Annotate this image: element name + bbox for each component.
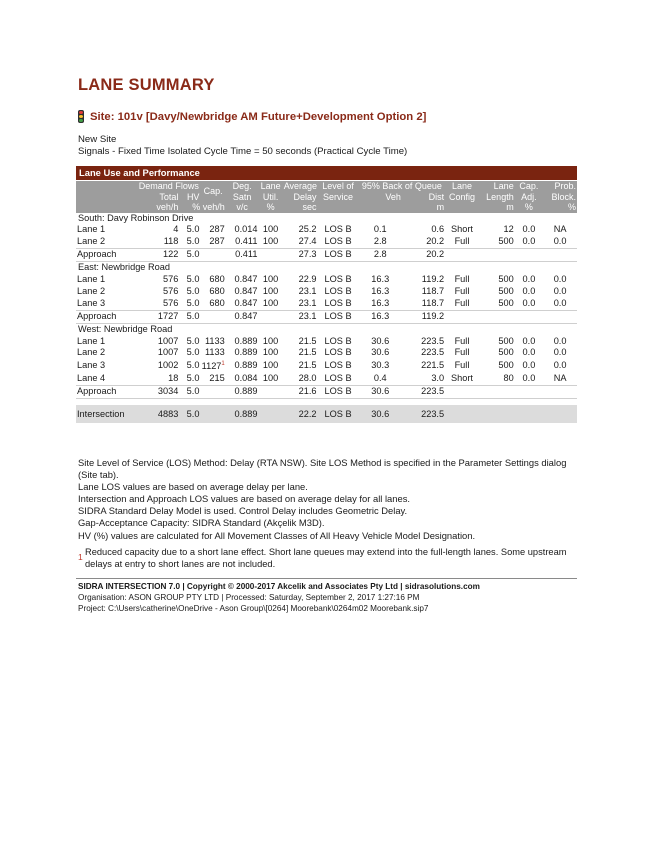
cell-total: 1007 [157,347,179,358]
cell-total: 118 [163,236,179,247]
header-row-units [76,202,577,213]
table-row [76,236,577,248]
table-cell [515,405,543,423]
note-line: Site Level of Service (LOS) Method: Delay (RTA NSW). Site LOS Method is specified in the Parameter Settings dialog (Site tab). [78,457,567,481]
cell-total: 4883 [137,405,179,423]
cell-deg: 0.411 [235,236,258,247]
cell-dist: 221.5 [421,360,445,371]
cell-adj: 0.0 [522,347,536,358]
intersection-row [76,405,577,423]
cell-block: 0.0 [553,360,567,371]
approach-row [76,249,577,262]
cell-hv: 5.0 [186,224,200,235]
cell-lane: Lane 3 [77,360,106,371]
cell-block: 0.0 [553,274,567,285]
cell-deg: 0.889 [226,405,259,423]
cell-delay: 22.2 [283,405,318,423]
cell-total: 18 [168,373,179,384]
cell-adj: 0.0 [522,373,536,384]
cell-veh: 30.6 [359,386,402,399]
cell-lane: Lane 2 [77,285,106,296]
footnote-number: 1 [78,552,83,562]
table-cell [445,249,479,262]
cell-cap: 1133 [205,335,225,346]
cell-total: 1007 [157,335,179,346]
table-cell [445,405,479,423]
cell-dist: 118.7 [421,297,445,308]
cell-cap: 287 [209,236,225,247]
cell-delay: 28.0 [298,373,317,384]
footer-divider [76,578,577,579]
cell-config: Full [454,360,470,371]
header-lane-config: Lane [445,181,479,192]
cell-delay: 21.5 [298,347,317,358]
unit-pct3: % [543,202,577,213]
cell-delay: 21.6 [283,386,318,399]
cell-deg: 0.411 [226,249,259,262]
approach-name: West: Newbridge Road [78,323,173,334]
header-lane: Lane [258,181,282,192]
header-back-of-queue: 95% Back of Queue [359,181,445,192]
cell-los: LOS B [324,360,352,371]
cell-adj: 0.0 [522,335,536,346]
unit-m: m [402,202,445,213]
cell-veh: 16.3 [371,297,390,308]
cell-length: 80 [503,373,514,384]
cell-hv: 5.0 [186,274,200,285]
cell-los: LOS B [324,335,352,346]
table-cell [445,310,479,323]
cell-deg: 0.847 [234,285,258,296]
footnote-text: Reduced capacity due to a short lane effect. Short lane queues may extend into the full-length lanes. Some upstream delays at entry to short lanes are not included. [85,547,567,569]
header-row-top [76,181,577,192]
cell-veh: 16.3 [371,274,390,285]
cell-config: Full [454,347,470,358]
cell-adj: 0.0 [522,236,536,247]
cell-dist: 20.2 [426,236,445,247]
unit-sec: sec [283,202,318,213]
cell-veh: 0.1 [373,224,387,235]
cell-util: 100 [262,285,279,296]
cell-length: 500 [498,335,514,346]
table-cell [479,249,515,262]
cell-total: 1002 [157,360,179,371]
table-cell [258,386,282,399]
header-cap: Cap. [200,181,225,202]
unit-pct-vehh: % veh/h [179,202,225,213]
table-cell [479,405,515,423]
cell-dist: 119.2 [421,274,445,285]
cell-length: 500 [498,285,514,296]
note-line: Lane LOS values are based on average delay per lane. [78,481,308,493]
traffic-signal-icon [78,110,84,123]
cell-config: Short [450,373,473,384]
table-cell [543,310,577,323]
cell-lane: Lane 4 [77,373,106,384]
footer-organisation: Organisation: ASON GROUP PTY LTD | Processed: Saturday, September 2, 2017 1:27:16 PM [78,593,420,602]
lane-table-body [76,213,577,424]
cell-lane: Lane 1 [77,224,106,235]
cell-block: 0.0 [553,347,567,358]
cell-total: 576 [163,285,179,296]
cell-los: LOS B [318,405,359,423]
note-line: SIDRA Standard Delay Model is used. Control Delay includes Geometric Delay. [78,505,408,517]
table-cell [258,310,282,323]
cell-los: LOS B [318,386,359,399]
cell-cap [200,359,225,373]
cell-los: LOS B [324,224,352,235]
cell-block: 0.0 [553,335,567,346]
cell-util: 100 [262,297,279,308]
header-row-mid [76,192,577,203]
table-cell [543,386,577,399]
unit-pct2: % [515,202,543,213]
cell-dist: 119.2 [402,310,445,323]
header-dist: Dist [402,192,445,203]
table-cell [479,310,515,323]
cell-total: 576 [163,274,179,285]
cell-deg: 0.014 [234,224,258,235]
table-cell [200,386,225,399]
cell-veh: 30.6 [371,335,390,346]
cell-dist: 118.7 [421,285,445,296]
cell-delay: 25.2 [298,224,317,235]
cell-block: NA [553,373,567,384]
cell-config: Full [454,236,470,247]
cell-deg: 0.889 [226,386,259,399]
cell-label: Approach [76,249,137,262]
cell-hv: 5.0 [179,405,200,423]
header-average: Average [283,181,318,191]
cell-label: Approach [76,386,137,399]
table-row [76,373,577,385]
table-cell [200,405,225,423]
cell-deg: 0.889 [234,335,258,346]
cell-hv: 5.0 [186,347,200,358]
cell-total: 576 [163,297,179,308]
cell-cap: 1133 [205,347,225,358]
cell-adj: 0.0 [522,274,536,285]
footer-copyright: SIDRA INTERSECTION 7.0 | Copyright © 2000-2017 Akcelik and Associates Pty Ltd | sidrasolutions.com [78,582,480,591]
cell-los: LOS B [324,297,352,308]
cell-delay: 21.5 [298,335,317,346]
cell-los: LOS B [324,347,352,358]
header-prob: Prob. [543,181,577,192]
header-satn: Satn [226,192,259,203]
cell-util: 100 [262,347,279,358]
cell-veh: 0.4 [373,373,387,384]
cell-total: 4 [173,224,179,235]
cell-length: 500 [498,347,514,358]
cell-config: Full [454,297,470,308]
cap-value: 1127 [201,361,222,372]
table-cell [479,386,515,399]
cell-cap: 680 [209,297,225,308]
cell-hv: 5.0 [186,297,200,308]
header-util: Util. [258,192,282,203]
cell-hv: 5.0 [179,249,200,262]
cell-util: 100 [262,236,279,247]
cell-config: Full [454,335,470,346]
site-subtitle: New Site [78,134,117,145]
header-adj: Adj. [515,192,543,203]
cell-config: Full [454,274,470,285]
cell-delay: 23.1 [298,285,317,296]
cell-delay: 22.9 [298,274,317,285]
lane-performance-table [76,181,577,423]
cell-dist: 223.5 [402,386,445,399]
header-block: Block. [543,192,577,203]
table-cell [200,310,225,323]
cell-deg: 0.847 [234,297,258,308]
table-cell [543,405,577,423]
signals-description: Signals - Fixed Time Isolated Cycle Time = 50 seconds (Practical Cycle Time) [78,146,408,157]
cell-veh: 30.3 [371,360,390,371]
approach-group-row [76,262,577,274]
table-row [76,359,577,373]
cell-los: LOS B [324,236,352,247]
approach-group-row [76,213,577,225]
cell-lane: Lane 3 [77,297,106,308]
cell-hv: 5.0 [186,360,200,371]
cell-dist: 20.2 [402,249,445,262]
cell-dist: 223.5 [421,347,445,358]
table-cell [515,386,543,399]
table-cell [258,249,282,262]
note-line: HV (%) values are calculated for All Movement Classes of All Heavy Vehicle Model Designation. [78,529,476,541]
footnote-marker: 1 [221,361,225,368]
site-title: Site: 101v [Davy/Newbridge AM Future+Development Option 2] [90,110,427,123]
footnote [78,547,578,570]
cell-length: 500 [498,274,514,285]
header-config: Config [445,192,479,203]
cell-block: 0.0 [553,236,567,247]
header-veh: Veh [359,192,402,203]
cell-hv: 5.0 [186,335,200,346]
table-row [76,347,577,359]
cell-los: LOS B [324,373,352,384]
cell-config: Full [454,285,470,296]
header-length: Length [479,192,515,203]
cell-veh: 30.6 [359,405,402,423]
unit-pct: % [258,202,282,213]
cell-hv: 5.0 [186,236,200,247]
note-line: Gap-Acceptance Capacity: SIDRA Standard (Akçelik M3D). [78,517,325,529]
page-title: LANE SUMMARY [78,76,215,94]
cell-veh: 16.3 [359,310,402,323]
cell-lane: Lane 2 [77,347,106,358]
cell-los: LOS B [324,285,352,296]
footer-project: Project: C:\Users\catherine\OneDrive - Ason Group\[0264] Moorebank\0264m02 Moorebank.sip7 [78,604,429,613]
cell-delay: 27.4 [298,236,317,247]
cell-delay: 23.1 [298,297,317,308]
cell-adj: 0.0 [522,224,536,235]
cell-block: 0.0 [553,297,567,308]
approach-group-row [76,323,577,335]
cell-adj: 0.0 [522,297,536,308]
cell-util: 100 [262,274,279,285]
table-row [76,336,577,348]
table-cell [258,405,282,423]
cell-deg: 0.889 [234,360,258,371]
cell-los: LOS B [324,274,352,285]
cell-cap: 287 [209,224,225,235]
table-cell [200,249,225,262]
cell-lane: Lane 1 [77,335,106,346]
cell-deg: 0.847 [234,274,258,285]
cell-hv: 5.0 [186,373,200,384]
header-hv: HV [179,192,200,203]
note-line: Intersection and Approach LOS values are based on average delay for all lanes. [78,493,410,505]
cell-total: 122 [137,249,179,262]
cell-util: 100 [262,335,279,346]
table-row [76,298,577,310]
unit-m2: m [479,202,515,213]
header-total: Total [137,192,179,203]
table-cell [543,249,577,262]
cell-config: Short [450,224,473,235]
cell-util: 100 [262,224,279,235]
cell-veh: 2.8 [373,236,387,247]
cell-delay: 21.5 [298,360,317,371]
table-cell [515,310,543,323]
header-level-of: Level of [318,181,359,192]
header-cap-adj: Cap. [515,181,543,192]
cell-length: 500 [498,236,514,247]
cell-dist: 0.6 [431,224,445,235]
table-row [76,224,577,236]
cell-veh: 16.3 [371,285,390,296]
table-row [76,274,577,286]
cell-adj: 0.0 [522,285,536,296]
cell-dist: 223.5 [402,405,445,423]
cell-hv: 5.0 [179,386,200,399]
cell-label: Intersection [76,405,137,423]
table-cell [515,249,543,262]
approach-name: East: Newbridge Road [78,262,170,273]
section-title: Lane Use and Performance [76,166,577,180]
table-cell [445,386,479,399]
header-demand-flows: Demand Flows [138,181,199,191]
cell-hv: 5.0 [179,310,200,323]
cell-cap: 680 [209,274,225,285]
cell-dist: 223.5 [421,335,445,346]
site-header [78,110,426,123]
cell-los: LOS B [318,249,359,262]
cell-deg: 0.889 [234,347,258,358]
cell-delay: 27.3 [283,249,318,262]
cell-total: 3034 [137,386,179,399]
method-notes [78,457,578,542]
cell-veh: 30.6 [371,347,390,358]
header-lane-length: Lane [479,181,515,192]
cell-dist: 3.0 [431,373,445,384]
approach-row [76,310,577,323]
cell-util: 100 [262,373,279,384]
cell-block: 0.0 [553,285,567,296]
header-deg: Deg. [226,181,259,192]
cell-length: 500 [498,360,514,371]
cell-adj: 0.0 [522,360,536,371]
cell-cap: 680 [209,285,225,296]
cell-length: 500 [498,297,514,308]
cell-los: LOS B [318,310,359,323]
approach-name: South: Davy Robinson Drive [78,212,194,223]
cell-deg: 0.084 [234,373,258,384]
cell-length: 12 [503,224,514,235]
cell-veh: 2.8 [359,249,402,262]
cell-total: 1727 [137,310,179,323]
header-service: Service [318,192,359,203]
header-delay: Delay [283,192,318,203]
cell-delay: 23.1 [283,310,318,323]
cell-lane: Lane 2 [77,236,106,247]
cell-hv: 5.0 [186,285,200,296]
unit-vc: v/c [226,202,259,213]
cell-label: Approach [76,310,137,323]
cell-lane: Lane 1 [77,274,106,285]
table-row [76,286,577,298]
cell-block: NA [553,224,567,235]
cell-deg: 0.847 [226,310,259,323]
approach-row [76,386,577,399]
cell-cap: 215 [209,373,225,384]
unit-vehh: veh/h [137,202,179,213]
cell-util: 100 [262,360,279,371]
